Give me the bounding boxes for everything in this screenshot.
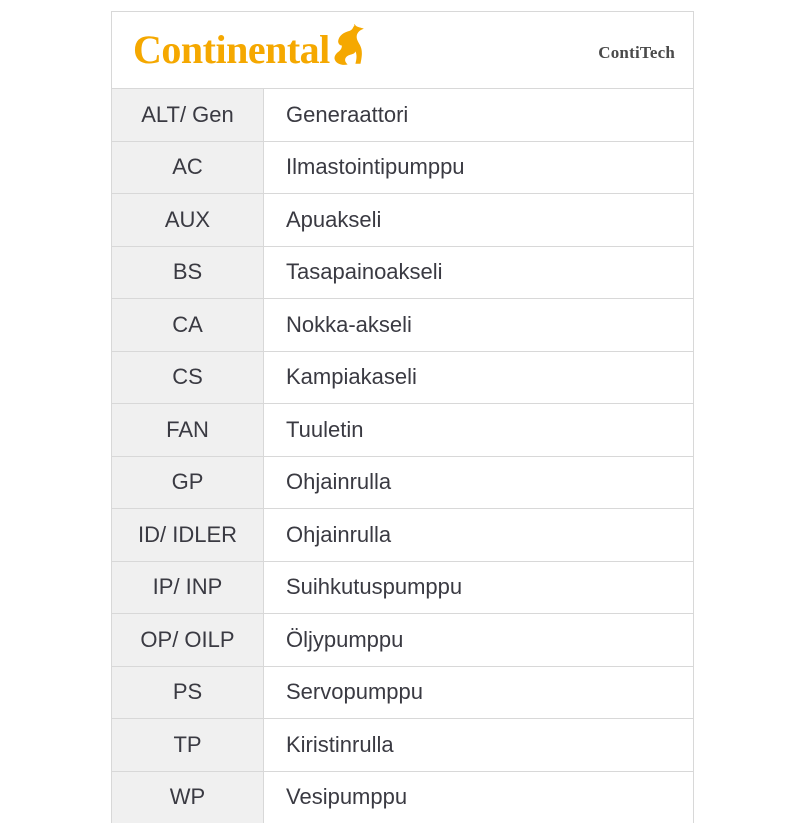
table-row bbox=[112, 404, 693, 457]
abbreviation-description: Ohjainrulla bbox=[264, 457, 693, 509]
abbreviation-description: Ohjainrulla bbox=[264, 509, 693, 561]
continental-wordmark: Continental bbox=[133, 30, 330, 70]
abbreviation-code: CS bbox=[112, 352, 264, 404]
table-row bbox=[112, 89, 693, 142]
table-row bbox=[112, 457, 693, 510]
abbreviation-code: FAN bbox=[112, 404, 264, 456]
table-row bbox=[112, 562, 693, 615]
abbreviation-code: GP bbox=[112, 457, 264, 509]
table-row bbox=[112, 142, 693, 195]
abbreviation-description: Tasapainoakseli bbox=[264, 247, 693, 299]
abbreviation-description: Öljypumppu bbox=[264, 614, 693, 666]
abbreviation-code: CA bbox=[112, 299, 264, 351]
abbreviation-code: BS bbox=[112, 247, 264, 299]
abbreviation-description: Kiristinrulla bbox=[264, 719, 693, 771]
abbreviation-code: WP bbox=[112, 772, 264, 823]
table-row bbox=[112, 352, 693, 405]
abbreviation-description: Ilmastointipumppu bbox=[264, 142, 693, 194]
table-row bbox=[112, 719, 693, 772]
abbreviation-code: PS bbox=[112, 667, 264, 719]
abbreviation-code: AC bbox=[112, 142, 264, 194]
table-row bbox=[112, 772, 693, 823]
abbreviation-description: Apuakseli bbox=[264, 194, 693, 246]
abbreviation-code: ID/ IDLER bbox=[112, 509, 264, 561]
table-row bbox=[112, 247, 693, 300]
contitech-subbrand: ContiTech bbox=[598, 43, 675, 63]
abbreviation-description: Generaattori bbox=[264, 89, 693, 141]
abbreviation-code: TP bbox=[112, 719, 264, 771]
abbreviation-description: Nokka-akseli bbox=[264, 299, 693, 351]
continental-logo bbox=[133, 30, 367, 73]
abbreviation-description: Vesipumppu bbox=[264, 772, 693, 823]
abbreviation-code: AUX bbox=[112, 194, 264, 246]
table-row bbox=[112, 614, 693, 667]
rearing-horse-icon bbox=[333, 24, 367, 73]
abbreviation-table bbox=[111, 11, 694, 823]
brand-header bbox=[112, 12, 693, 89]
abbreviation-code: IP/ INP bbox=[112, 562, 264, 614]
abbreviation-description: Tuuletin bbox=[264, 404, 693, 456]
abbreviation-code: ALT/ Gen bbox=[112, 89, 264, 141]
table-row bbox=[112, 299, 693, 352]
abbreviation-description: Suihkutuspumppu bbox=[264, 562, 693, 614]
abbreviation-description: Servopumppu bbox=[264, 667, 693, 719]
table-row bbox=[112, 667, 693, 720]
abbreviation-code: OP/ OILP bbox=[112, 614, 264, 666]
abbreviation-description: Kampiakaseli bbox=[264, 352, 693, 404]
table-row bbox=[112, 194, 693, 247]
table-row bbox=[112, 509, 693, 562]
